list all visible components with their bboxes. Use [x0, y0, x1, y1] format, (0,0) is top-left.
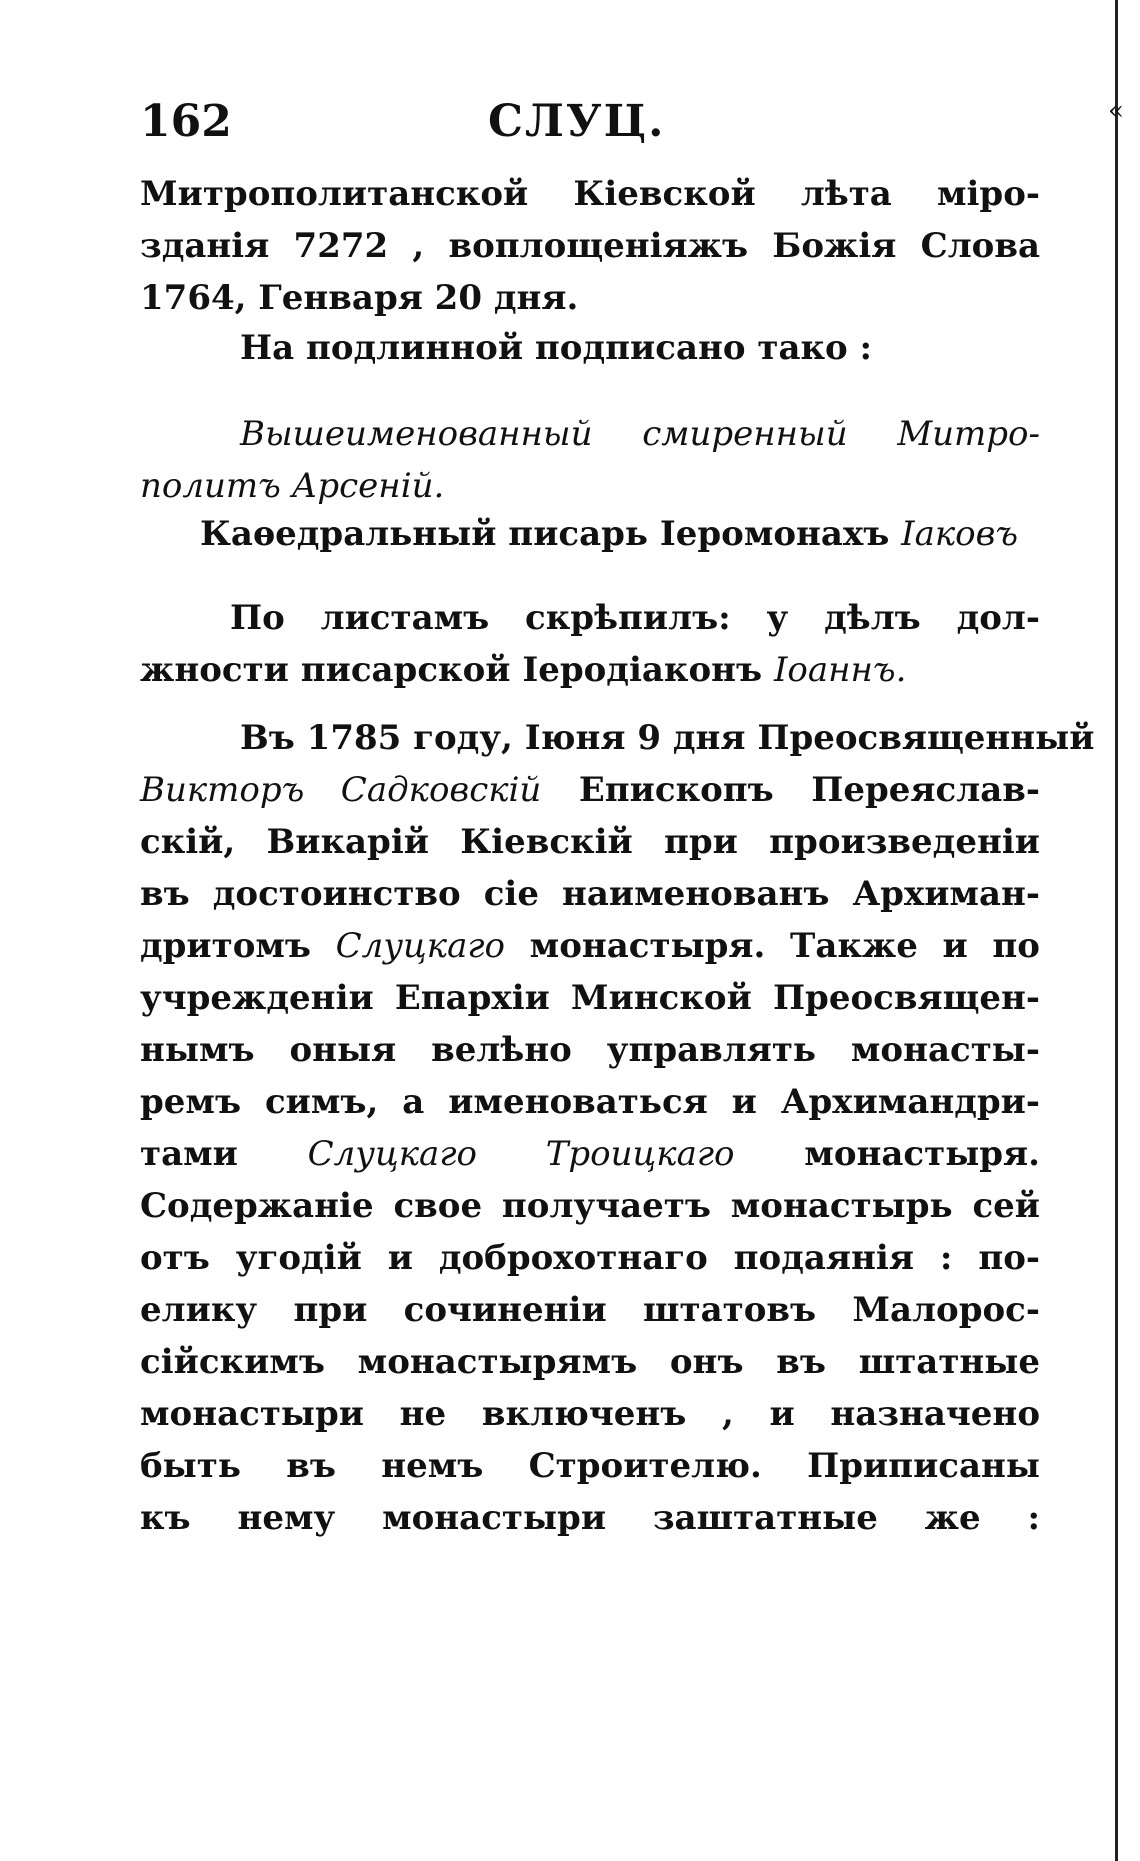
paragraph-6: [140, 712, 1095, 1544]
text-line: монастыри не включенъ , и назначено: [140, 1394, 1040, 1434]
text-line: елику при сочиненіи штатовъ Малорос-: [140, 1290, 1040, 1330]
line-text: монастыря. Также и по: [505, 926, 1040, 966]
text-line: [140, 644, 1040, 696]
text-line: 1764, Генваря 20 дня.: [140, 278, 579, 318]
line-text: Епископъ Переяслав-: [541, 770, 1040, 810]
text-line: къ нему монастыри заштатные же :: [140, 1498, 1040, 1538]
italic-name: Слуцкаго: [335, 926, 506, 966]
page-edge-line: [1115, 0, 1118, 1861]
running-head: СЛУЦ.: [488, 96, 666, 147]
text-line: въ достоинство сіе наименованъ Архиман-: [140, 874, 1040, 914]
text-line: скій, Викарій Кіевскій при произведеніи: [140, 822, 1040, 862]
text-line: [140, 920, 1040, 972]
paragraph-4: [140, 508, 1040, 560]
text-line: [140, 508, 1040, 560]
italic-name: Слуцкаго Троицкаго: [307, 1134, 735, 1174]
page-header: [140, 96, 1040, 156]
text-line: Въ 1785 году, Іюня 9 дня Преосвященный: [240, 718, 1095, 758]
line-text: Каѳедральный писарь Іеромонахъ: [200, 514, 902, 554]
paragraph-3: [140, 408, 1040, 512]
text-line: [140, 764, 1040, 816]
line-text: жности писарской Іеродіаконъ: [140, 650, 774, 690]
italic-name: Викторъ Садковскій: [140, 770, 542, 810]
text-line: [140, 1128, 1040, 1180]
paragraph-1: [140, 168, 1040, 324]
text-line: зданія 7272 , воплощеніяжъ Божія Слова: [140, 226, 1040, 266]
text-line: учрежденіи Епархіи Минской Преосвящен-: [140, 978, 1040, 1018]
line-text: тами: [140, 1134, 308, 1174]
line-text: монастыря.: [734, 1134, 1040, 1174]
text-line: Вышеименованный смиренный Митро-: [240, 414, 1040, 454]
text-line: На подлинной подписано тако :: [240, 328, 873, 368]
text-line: Митрополитанской Кіевской лѣта міро-: [140, 174, 1040, 214]
line-text: дритомъ: [140, 926, 336, 966]
paragraph-2: [140, 322, 1040, 374]
italic-name: Іоаннъ.: [773, 650, 907, 690]
text-line: быть въ немъ Строителю. Приписаны: [140, 1446, 1040, 1486]
text-line: сійскимъ монастырямъ онъ въ штатные: [140, 1342, 1040, 1382]
text-line: Содержаніе свое получаетъ монастырь сей: [140, 1186, 1040, 1226]
text-line: нымъ оныя велѣно управлять монасты-: [140, 1030, 1040, 1070]
paragraph-5: [140, 592, 1040, 696]
text-line: отъ угодій и доброхотнаго подаянія : по-: [140, 1238, 1040, 1278]
text-line: ремъ симъ, а именоваться и Архимандри-: [140, 1082, 1040, 1122]
edge-mark: «: [1108, 96, 1124, 126]
italic-name: Іаковъ: [901, 514, 1019, 554]
page-number: 162: [140, 96, 232, 147]
text-line: политъ Арсеній.: [140, 466, 445, 506]
text-line: По листамъ скрѣпилъ: у дѣлъ дол-: [230, 598, 1040, 638]
